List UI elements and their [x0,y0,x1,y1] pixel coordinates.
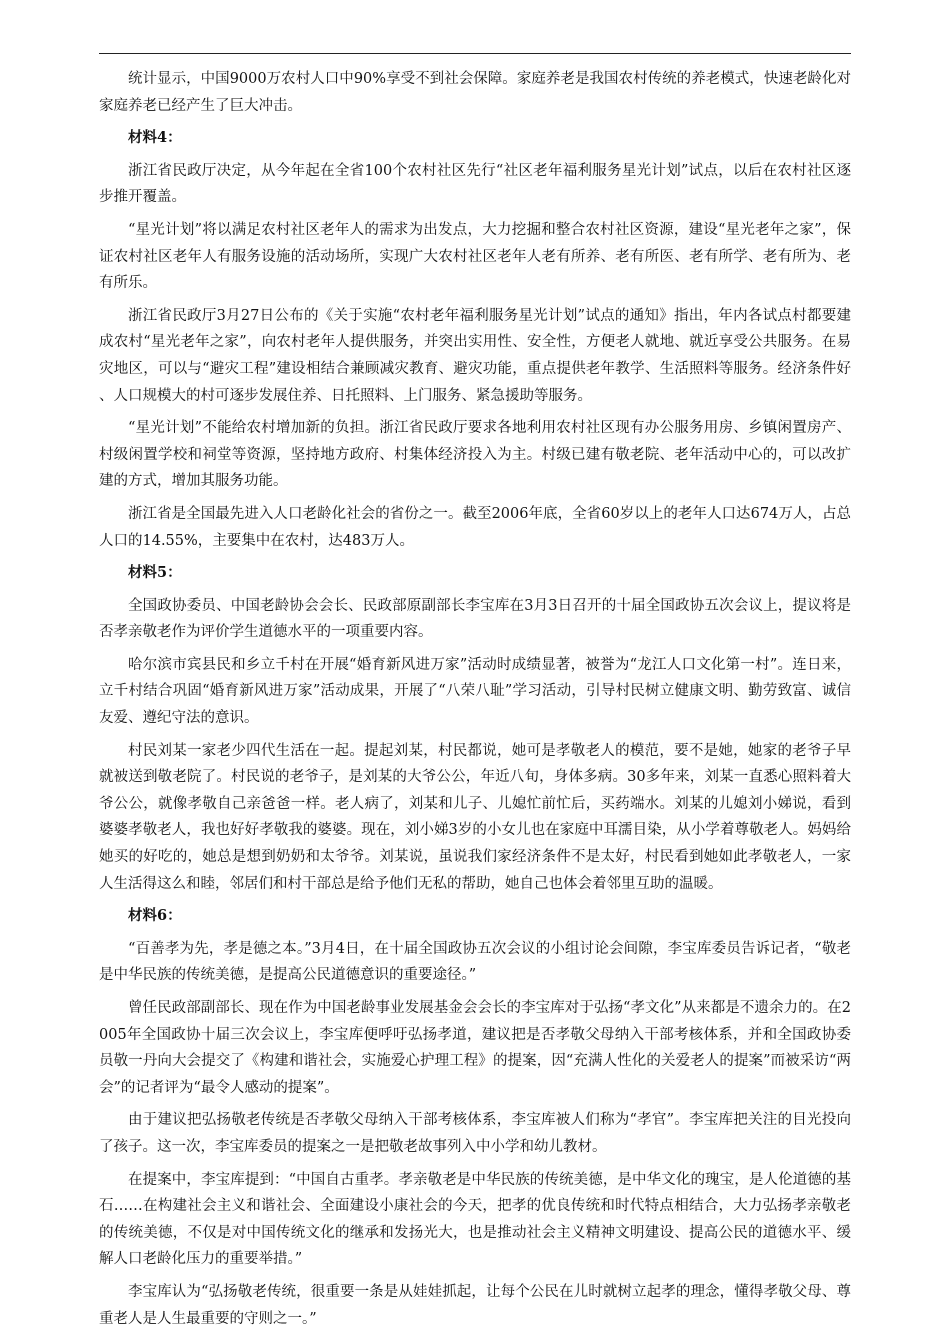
document-body [99,66,851,1338]
paragraph: “星光计划”将以满足农村社区老年人的需求为出发点，大力挖掘和整合农村社区资源，建设“星光老年之家”，保证农村社区老年人有服务设施的活动场所，实现广大农村社区老年人老有所养、老有所医、老有所学、老有所为、老有所乐。 [99,221,851,292]
paragraph: 由于建议把弘扬敬老传统是否孝敬父母纳入干部考核体系，李宝库被人们称为“孝官”。李宝库把关注的目光投向了孩子。这一次，李宝库委员的提案之一是把敬老故事列入中小学和幼儿教材。 [99,1112,851,1155]
paragraph: 李宝库认为“弘扬敬老传统，很重要一条是从娃娃抓起，让每个公民在儿时就树立起孝的理念，懂得孝敬父母、尊重老人是人生最重要的守则之一。” [99,1283,851,1327]
paragraph: 浙江省是全国最先进入人口老龄化社会的省份之一。截至2006年底，全省60岁以上的老年人口达674万人，占总人口的14.55%，主要集中在农村，达483万人。 [99,505,851,549]
paragraph: 哈尔滨市宾县民和乡立千村在开展“婚育新风进万家”活动时成绩显著，被誉为“龙江人口文化第一村”。连日来，立千村结合巩固“婚育新风进万家”活动成果，开展了“八荣八耻”学习活动，引导村民树立健康文明、勤劳致富、诚信友爱、遵纪守法的意识。 [99,656,851,727]
section-heading-material-5: 材料5： [128,564,182,582]
paragraph: 村民刘某一家老少四代生活在一起。提起刘某，村民都说，她可是孝敬老人的模范，要不是她，她家的老爷子早就被送到敬老院了。村民说的老爷子，是刘某的大爷公公，年近八旬，身体多病。30多年来，刘某一直悉心照料着大爷公公，就像孝敬自己亲爸爸一样。老人病了，刘某和儿子、儿媳忙前忙后，买药端水。刘某的儿媳刘小娣说，看到婆婆孝敬老人，我也好好孝敬我的婆婆。现在，刘小娣3岁的小女儿也在家庭中耳濡目染，从小学着尊敬老人。妈妈给她买的好吃的，她总是想到奶奶和太爷爷。刘某说，虽说我们家经济条件不是太好，村民看到她如此孝敬老人，一家人生活得这么和睦，邻居们和村干部总是给予他们无私的帮助，她自己也体会着邻里互助的温暖。 [99,742,851,892]
paragraph: 统计显示，中国9000万农村人口中90%享受不到社会保障。家庭养老是我国农村传统的养老模式，快速老龄化对家庭养老已经产生了巨大冲击。 [99,71,851,114]
paragraph: 浙江省民政厅决定，从今年起在全省100个农村社区先行“社区老年福利服务星光计划”试点，以后在农村社区逐步推开覆盖。 [99,162,851,206]
paragraph: 全国政协委员、中国老龄协会会长、民政部原副部长李宝库在3月3日召开的十届全国政协五次会议上，提议将是否孝亲敬老作为评价学生道德水平的一项重要内容。 [99,597,851,641]
header-rule [99,53,851,54]
paragraph: “百善孝为先，孝是德之本。”3月4日，在十届全国政协五次会议的小组讨论会间隙，李宝库委员告诉记者，“敬老是中华民族的传统美德，是提高公民道德意识的重要途径。” [99,940,851,984]
paragraph: 浙江省民政厅3月27日公布的《关于实施“农村老年福利服务星光计划”试点的通知》指出，年内各试点村都要建成农村“星光老年之家”，向农村老年人提供服务，并突出实用性、安全性，方便老人就地、就近享受公共服务。在易灾地区，可以与“避灾工程”建设相结合兼顾减灾教育、避灾功能，重点提供老年教学、生活照料等服务。经济条件好、人口规模大的村可逐步发展住养、日托照料、上门服务、紧急援助等服务。 [99,307,851,404]
paragraph: 在提案中，李宝库提到：“中国自古重孝。孝亲敬老是中华民族的传统美德，是中华文化的瑰宝，是人伦道德的基石……在构建社会主义和谐社会、全面建设小康社会的今天，把孝的优良传统和时代特点相结合，大力弘扬孝亲敬老的传统美德，不仅是对中国传统文化的继承和发扬光大，也是推动社会主义精神文明建设、提高公民的道德水平、缓解人口老龄化压力的重要举措。” [99,1171,851,1268]
section-heading-material-4: 材料4： [128,129,182,147]
section-heading-material-6: 材料6： [128,907,182,925]
paragraph: “星光计划”不能给农村增加新的负担。浙江省民政厅要求各地利用农村社区现有办公服务用房、乡镇闲置房产、村级闲置学校和祠堂等资源，坚持地方政府、村集体经济投入为主。村级已建有敬老院、老年活动中心的，可以改扩建的方式，增加其服务功能。 [99,420,851,490]
paragraph: 曾任民政部副部长、现在作为中国老龄事业发展基金会会长的李宝库对于弘扬“孝文化”从来都是不遗余力的。在2005年全国政协十届三次会议上，李宝库便呼吁弘扬孝道，建议把是否孝敬父母纳入干部考核体系，并和全国政协委员敬一丹向大会提交了《构建和谐社会，实施爱心护理工程》的提案，因“充满人性化的关爱老人的提案”而被采访“两会”的记者评为“最令人感动的提案”。 [99,1000,851,1096]
